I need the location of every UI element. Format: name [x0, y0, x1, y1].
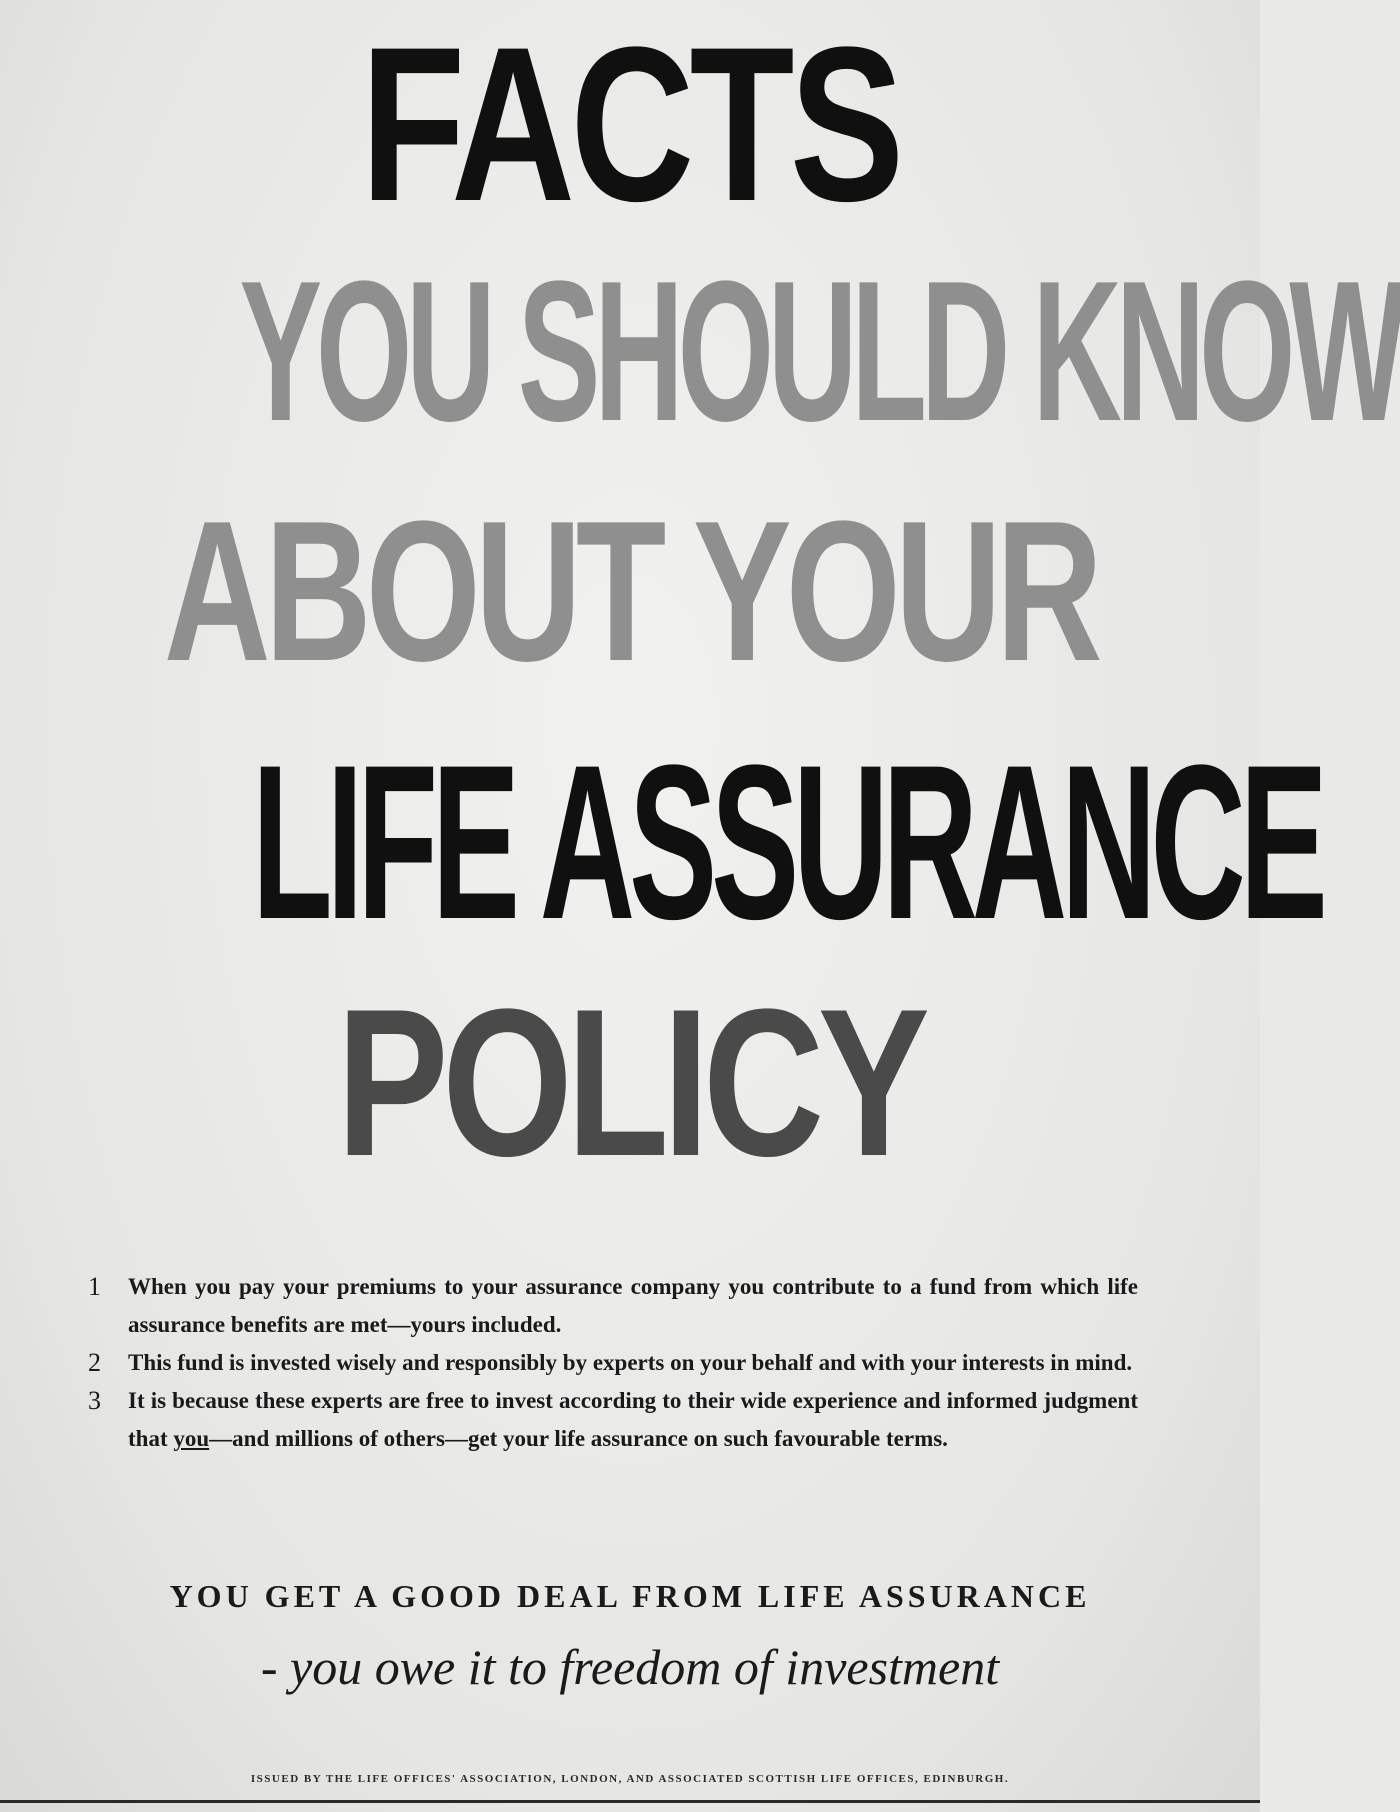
bottom-rule [0, 1800, 1260, 1803]
point-1 [88, 1268, 1138, 1344]
numbered-points [88, 1268, 1138, 1458]
headline-life-assurance: LIFE ASSURANCE [252, 719, 1322, 965]
tagline: - you owe it to freedom of investment [260, 1639, 1000, 1695]
point-number: 1 [88, 1272, 101, 1301]
point-text: When you pay your premiums to your assurance company you contribute to a fund from which life assurance benefits are met—yours included. [128, 1274, 1138, 1337]
headline-about-your: ABOUT YOUR [163, 480, 1097, 703]
headline-policy: POLICY [336, 965, 924, 1200]
point-text-before: It is because these experts are free to invest according to their wide experience and informed judgment that [128, 1388, 1138, 1451]
point-text [128, 1382, 1138, 1458]
slogan: YOU GET A GOOD DEAL FROM LIFE ASSURANCE [169, 1578, 1091, 1614]
point-text-emphasis: you [173, 1426, 210, 1451]
point-number: 3 [88, 1386, 101, 1415]
headline-facts: FACTS [360, 1, 900, 247]
point-text: This fund is invested wisely and responsibly by experts on your behalf and with your interests in mind. [128, 1350, 1133, 1375]
headline-you-should-know: YOU SHOULD KNOW [239, 240, 1400, 463]
issuer-credit: ISSUED BY THE LIFE OFFICES' ASSOCIATION, LONDON, AND ASSOCIATED SCOTTISH LIFE OFFICES, EDINBURGH. [250, 1773, 1010, 1785]
point-number: 2 [88, 1348, 101, 1377]
point-2 [88, 1344, 1138, 1382]
point-3 [88, 1382, 1138, 1458]
point-text-after: —and millions of others—get your life assurance on such favourable terms. [209, 1426, 948, 1451]
